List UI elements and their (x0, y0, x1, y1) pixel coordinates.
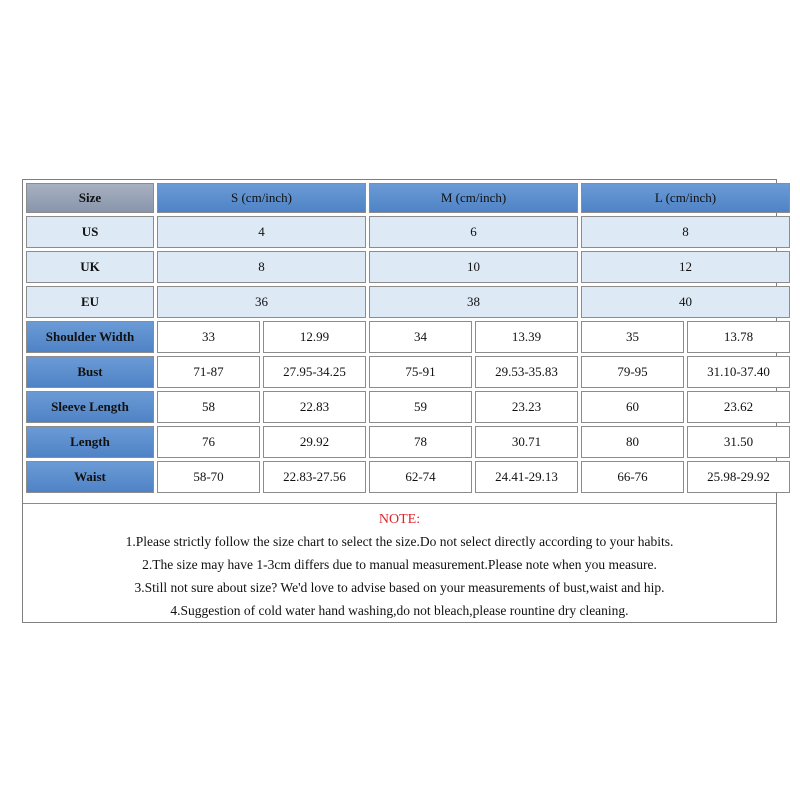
table-cell: 22.83-27.56 (263, 461, 366, 493)
table-cell: 59 (369, 391, 472, 423)
table-cell: 8 (581, 216, 790, 248)
row-label: Sleeve Length (26, 391, 154, 423)
size-table (23, 180, 793, 496)
table-cell: 75-91 (369, 356, 472, 388)
table-cell: 4 (157, 216, 366, 248)
table-cell: 38 (369, 286, 578, 318)
row-label: Length (26, 426, 154, 458)
table-cell: 66-76 (581, 461, 684, 493)
note-title: NOTE: (378, 512, 421, 527)
length-row (26, 426, 790, 458)
table-cell: 58 (157, 391, 260, 423)
table-cell: 35 (581, 321, 684, 353)
table-cell: 76 (157, 426, 260, 458)
note-line-3: 3.Still not sure about size? We'd love to advise based on your measurements of bust,waist and hip. (134, 580, 665, 595)
note-line-2: 2.The size may have 1-3cm differs due to manual measurement.Please note when you measure. (142, 557, 657, 572)
bust-row (26, 356, 790, 388)
table-cell: 24.41-29.13 (475, 461, 578, 493)
table-cell: 23.62 (687, 391, 790, 423)
size-l-header: L (cm/inch) (581, 183, 790, 213)
table-cell: 10 (369, 251, 578, 283)
table-cell: 25.98-29.92 (687, 461, 790, 493)
table-cell: 40 (581, 286, 790, 318)
table-cell: 36 (157, 286, 366, 318)
row-label: EU (26, 286, 154, 318)
table-cell: 79-95 (581, 356, 684, 388)
row-label: US (26, 216, 154, 248)
sleeve-length-row (26, 391, 790, 423)
row-label: Shoulder Width (26, 321, 154, 353)
table-cell: 13.39 (475, 321, 578, 353)
table-cell: 13.78 (687, 321, 790, 353)
table-cell: 78 (369, 426, 472, 458)
table-cell: 12.99 (263, 321, 366, 353)
table-cell: 8 (157, 251, 366, 283)
uk-row (26, 251, 790, 283)
size-header-label: Size (26, 183, 154, 213)
notes-section (23, 503, 776, 622)
table-cell: 62-74 (369, 461, 472, 493)
row-label: UK (26, 251, 154, 283)
table-cell: 29.92 (263, 426, 366, 458)
note-line-1: 1.Please strictly follow the size chart to select the size.Do not select directly according to your habits. (125, 534, 674, 549)
waist-row (26, 461, 790, 493)
table-cell: 31.10-37.40 (687, 356, 790, 388)
table-cell: 33 (157, 321, 260, 353)
table-cell: 29.53-35.83 (475, 356, 578, 388)
size-chart (22, 179, 777, 623)
size-s-header: S (cm/inch) (157, 183, 366, 213)
row-label: Waist (26, 461, 154, 493)
header-row (26, 183, 790, 213)
shoulder-width-row (26, 321, 790, 353)
row-label: Bust (26, 356, 154, 388)
table-cell: 31.50 (687, 426, 790, 458)
table-cell: 23.23 (475, 391, 578, 423)
table-cell: 34 (369, 321, 472, 353)
table-cell: 80 (581, 426, 684, 458)
table-cell: 30.71 (475, 426, 578, 458)
table-cell: 27.95-34.25 (263, 356, 366, 388)
note-line-4: 4.Suggestion of cold water hand washing,do not bleach,please rountine dry cleaning. (170, 603, 629, 618)
eu-row (26, 286, 790, 318)
table-cell: 22.83 (263, 391, 366, 423)
us-row (26, 216, 790, 248)
table-cell: 71-87 (157, 356, 260, 388)
table-cell: 60 (581, 391, 684, 423)
size-m-header: M (cm/inch) (369, 183, 578, 213)
table-cell: 12 (581, 251, 790, 283)
table-cell: 58-70 (157, 461, 260, 493)
table-cell: 6 (369, 216, 578, 248)
